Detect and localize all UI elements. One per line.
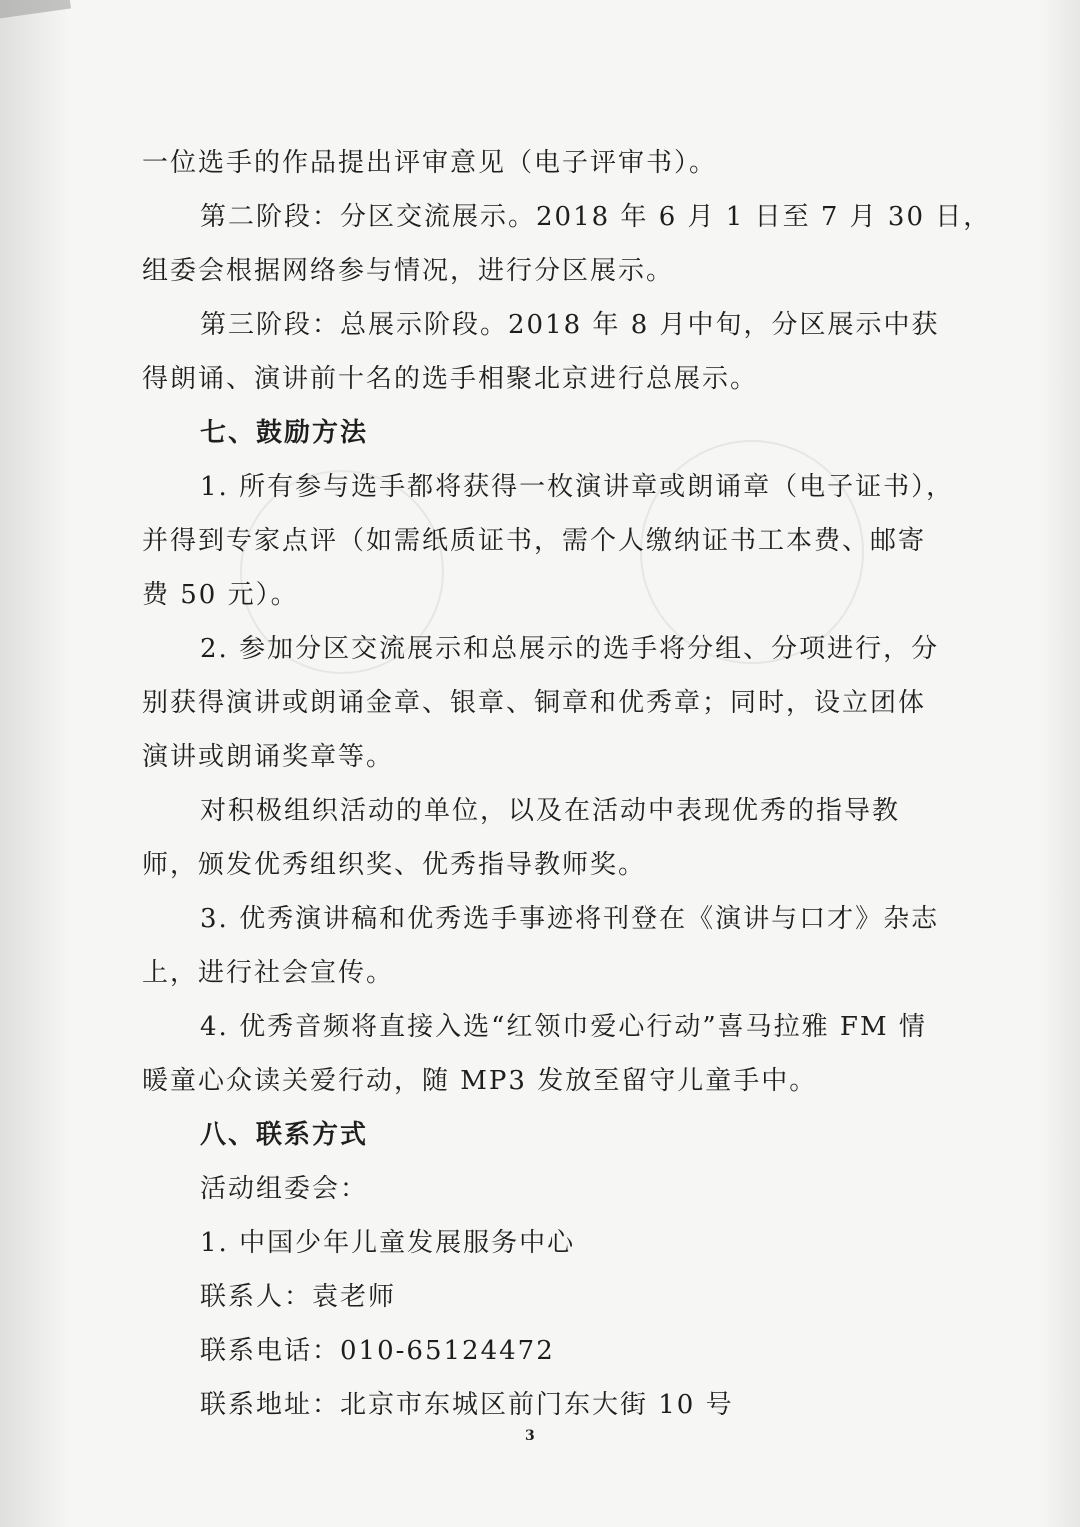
- body-line: 暖童心众读关爱行动，随 MP3 发放至留守儿童手中。: [142, 1066, 818, 1096]
- section-heading-encouragement: 七、鼓励方法: [200, 418, 369, 448]
- body-line: 一位选手的作品提出评审意见（电子评审书）。: [142, 148, 718, 178]
- body-line: 上，进行社会宣传。: [142, 958, 395, 988]
- body-line: 联系电话：010-65124472: [200, 1336, 555, 1366]
- body-line: 1. 所有参与选手都将获得一枚演讲章或朗诵章（电子证书），: [200, 472, 955, 502]
- body-line: 1. 中国少年儿童发展服务中心: [200, 1228, 576, 1258]
- body-line: 师，颁发优秀组织奖、优秀指导教师奖。: [142, 850, 647, 880]
- body-line: 活动组委会：: [200, 1174, 369, 1204]
- body-line: 第三阶段：总展示阶段。2018 年 8 月中旬，分区展示中获: [200, 310, 940, 340]
- body-line: 2. 参加分区交流展示和总展示的选手将分组、分项进行，分: [200, 634, 940, 664]
- section-heading-contact: 八、联系方式: [200, 1120, 369, 1150]
- body-line: 联系人：袁老师: [200, 1282, 397, 1312]
- scan-shadow-left: [0, 0, 70, 1527]
- body-line: 第二阶段：分区交流展示。2018 年 6 月 1 日至 7 月 30 日，: [200, 202, 992, 232]
- body-line: 得朗诵、演讲前十名的选手相聚北京进行总展示。: [142, 364, 759, 394]
- body-line: 4. 优秀音频将直接入选“红领巾爱心行动”喜马拉雅 FM 情: [200, 1012, 927, 1042]
- body-line: 对积极组织活动的单位，以及在活动中表现优秀的指导教: [200, 796, 901, 826]
- body-line: 并得到专家点评（如需纸质证书，需个人缴纳证书工本费、邮寄: [142, 526, 927, 556]
- body-line: 组委会根据网络参与情况，进行分区展示。: [142, 256, 675, 286]
- body-line: 别获得演讲或朗诵金章、银章、铜章和优秀章；同时，设立团体: [142, 688, 927, 718]
- body-line: 费 50 元）。: [142, 580, 299, 610]
- body-line: 3. 优秀演讲稿和优秀选手事迹将刊登在《演讲与口才》杂志: [200, 904, 940, 934]
- body-line: 演讲或朗诵奖章等。: [142, 742, 395, 772]
- body-line: 联系地址：北京市东城区前门东大街 10 号: [200, 1390, 734, 1420]
- page-number: 3: [525, 1428, 535, 1444]
- scan-shadow-right: [1040, 0, 1080, 1527]
